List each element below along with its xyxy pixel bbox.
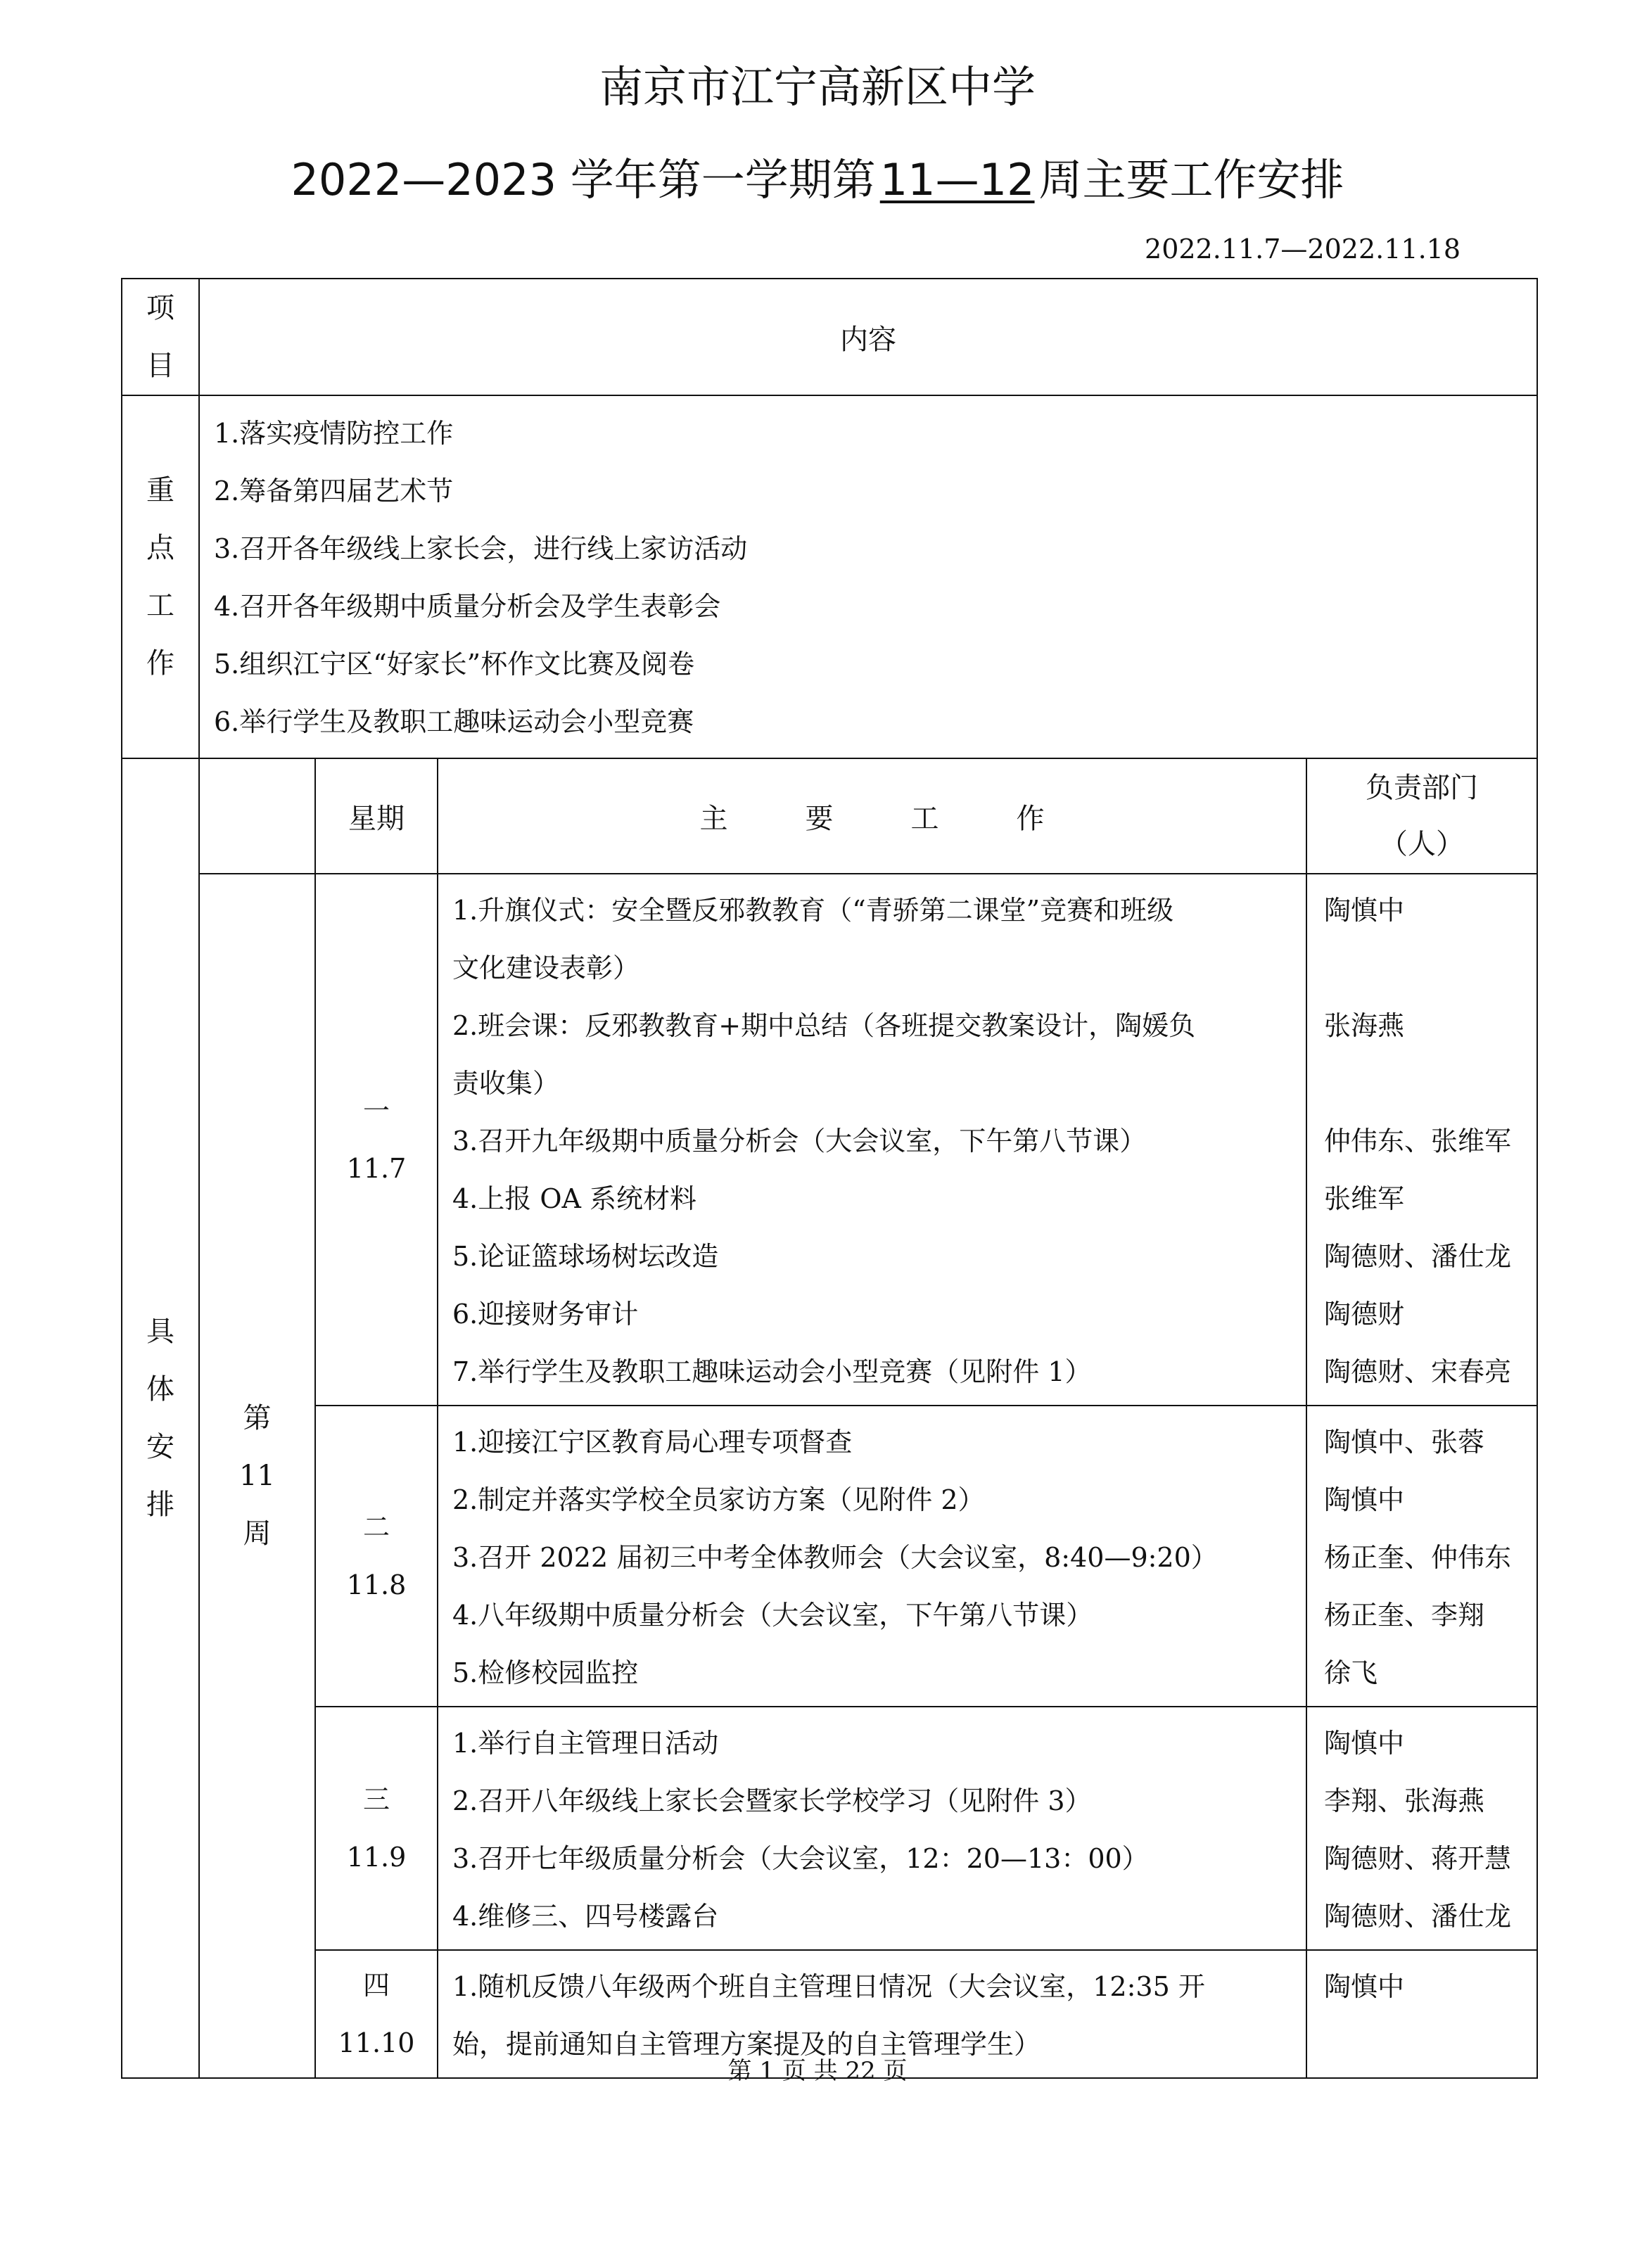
day-weekday: 一 [362,1095,390,1126]
title-prefix: 2022—2023 学年第一学期第 [291,154,876,205]
task-line: 1.随机反馈八年级两个班自主管理日情况（大会议室，12:35 开 [452,1971,1205,2002]
owner-line: 杨正奎、仲伟东 [1324,1542,1512,1573]
schedule-label-char: 排 [146,1489,174,1521]
focus-items-cell [199,395,1537,758]
schedule-label-char: 安 [146,1431,174,1463]
day-weekday: 三 [362,1784,390,1815]
dept-header-cell [1306,758,1537,874]
task-line: 5.论证篮球场树坛改造 [452,1241,719,1272]
focus-label-char: 点 [146,532,174,564]
focus-item: 2.筹备第四届艺术节 [214,476,454,507]
day-cell [315,874,438,1406]
table-header-row [122,279,1537,395]
owners-cell [1306,874,1537,1406]
date-range: 2022.11.7—2022.11.18 [1145,234,1461,265]
task-line: 5.检修校园监控 [452,1657,639,1688]
focus-item: 3.召开各年级线上家长会，进行线上家访活动 [214,533,748,564]
week-label-char: 11 [239,1460,275,1492]
owner-line: 陶德财、潘仕龙 [1324,1241,1512,1272]
task-line: 责收集） [452,1068,560,1099]
task-line: 7.举行学生及教职工趣味运动会小型竞赛（见附件 1） [452,1356,1092,1387]
day-date: 11.10 [338,2027,415,2058]
day-weekday: 四 [362,1970,390,2001]
focus-item: 4.召开各年级期中质量分析会及学生表彰会 [214,591,721,622]
owner-line: 杨正奎、李翔 [1324,1600,1485,1631]
item-header-cell [122,279,199,395]
task-line: 2.召开八年级线上家长会暨家长学校学习（见附件 3） [452,1785,1092,1816]
focus-item: 6.举行学生及教职工趣味运动会小型竞赛 [214,706,694,737]
owner-line: 陶慎中 [1324,1728,1405,1759]
task-line: 3.召开 2022 届初三中考全体教师会（大会议室，8:40—9:20） [452,1542,1218,1573]
day-cell [315,1406,438,1707]
focus-row [122,395,1537,758]
task-line: 1.迎接江宁区教育局心理专项督查 [452,1427,853,1458]
owner-line: 陶德财 [1324,1299,1405,1330]
owner-line: 徐飞 [1324,1657,1378,1688]
owner-line: 陶慎中、张蓉 [1324,1427,1485,1458]
item-header-char: 目 [146,350,174,382]
task-line: 2.班会课：反邪教教育+期中总结（各班提交教案设计，陶媛负 [452,1010,1196,1041]
owner-line: 陶德财、宋春亮 [1324,1356,1512,1387]
focus-label-char: 工 [146,590,174,622]
item-header-char: 项 [146,292,174,324]
week-label-char: 周 [243,1517,272,1550]
week-label-char: 第 [243,1402,272,1434]
task-line: 4.维修三、四号楼露台 [452,1901,719,1932]
tasks-cell [438,874,1306,1406]
task-line: 4.八年级期中质量分析会（大会议室，下午第八节课） [452,1600,1093,1631]
tasks-cell [438,1406,1306,1707]
owner-line: 陶德财、潘仕龙 [1324,1901,1512,1932]
schedule-label-char: 具 [146,1315,174,1348]
task-line: 文化建设表彰） [452,953,640,983]
title-suffix: 周主要工作安排 [1038,154,1344,205]
focus-label-cell [122,395,199,758]
owner-line [1324,1055,1528,1112]
focus-item: 5.组织江宁区“好家长”杯作文比赛及阅卷 [214,649,695,680]
owners-cell [1306,1406,1537,1707]
schedule-label-char: 体 [146,1373,174,1406]
page-number: 第 1 页 共 22 页 [727,2057,908,2085]
dept-header-line2: （人） [1380,828,1464,860]
schedule-label-cell [122,758,199,2078]
owner-line: 陶德财、蒋开慧 [1324,1843,1512,1874]
task-line: 始，提前通知自主管理方案提及的自主管理学生） [452,2029,1041,2060]
day-date: 11.8 [346,1569,407,1600]
owners-cell [1306,1707,1537,1950]
tasks-cell [438,1707,1306,1950]
focus-label-char: 作 [146,647,174,680]
day-date: 11.7 [346,1153,407,1184]
schedule-subheader-row [122,758,1537,874]
schedule-table [121,278,1538,2079]
task-line: 4.上报 OA 系统材料 [452,1183,697,1214]
task-line: 1.举行自主管理日活动 [452,1728,719,1759]
empty-week-header-cell [199,758,315,874]
owner-line: 陶慎中 [1324,1484,1405,1515]
day-row [122,874,1537,1406]
main-work-header-cell [438,758,1306,874]
document-title [0,151,1635,210]
day-row [122,1406,1537,1707]
owner-line: 陶慎中 [1324,1971,1405,2002]
day-row [122,1707,1537,1950]
task-line: 3.召开九年级期中质量分析会（大会议室，下午第八节课） [452,1126,1147,1157]
owner-line: 张维军 [1324,1183,1405,1214]
owner-line: 张海燕 [1324,1010,1405,1041]
main-work-header: 主要工作 [699,802,1122,835]
content-header-cell: 内容 [199,279,1537,395]
week-range: 11—12 [879,154,1035,205]
owner-line: 李翔、张海燕 [1324,1785,1485,1816]
task-line: 3.召开七年级质量分析会（大会议室，12：20—13：00） [452,1843,1149,1874]
dept-header-line1: 负责部门 [1366,772,1478,804]
owner-line: 仲伟东、张维军 [1324,1126,1512,1157]
task-line: 6.迎接财务审计 [452,1299,639,1330]
focus-label-char: 重 [146,474,174,507]
school-name: 南京市江宁高新区中学 [599,61,1036,113]
day-cell [315,1707,438,1950]
focus-item: 1.落实疫情防控工作 [214,418,454,449]
task-line: 1.升旗仪式：安全暨反邪教教育（“青骄第二课堂”竞赛和班级 [452,895,1174,926]
owner-line [1324,939,1528,997]
week-label-cell [199,874,315,2078]
task-line: 2.制定并落实学校全员家访方案（见附件 2） [452,1484,985,1515]
day-date: 11.9 [346,1842,407,1873]
weekday-header-cell: 星期 [315,758,438,874]
day-weekday: 二 [362,1512,390,1543]
owner-line: 陶慎中 [1324,895,1405,926]
